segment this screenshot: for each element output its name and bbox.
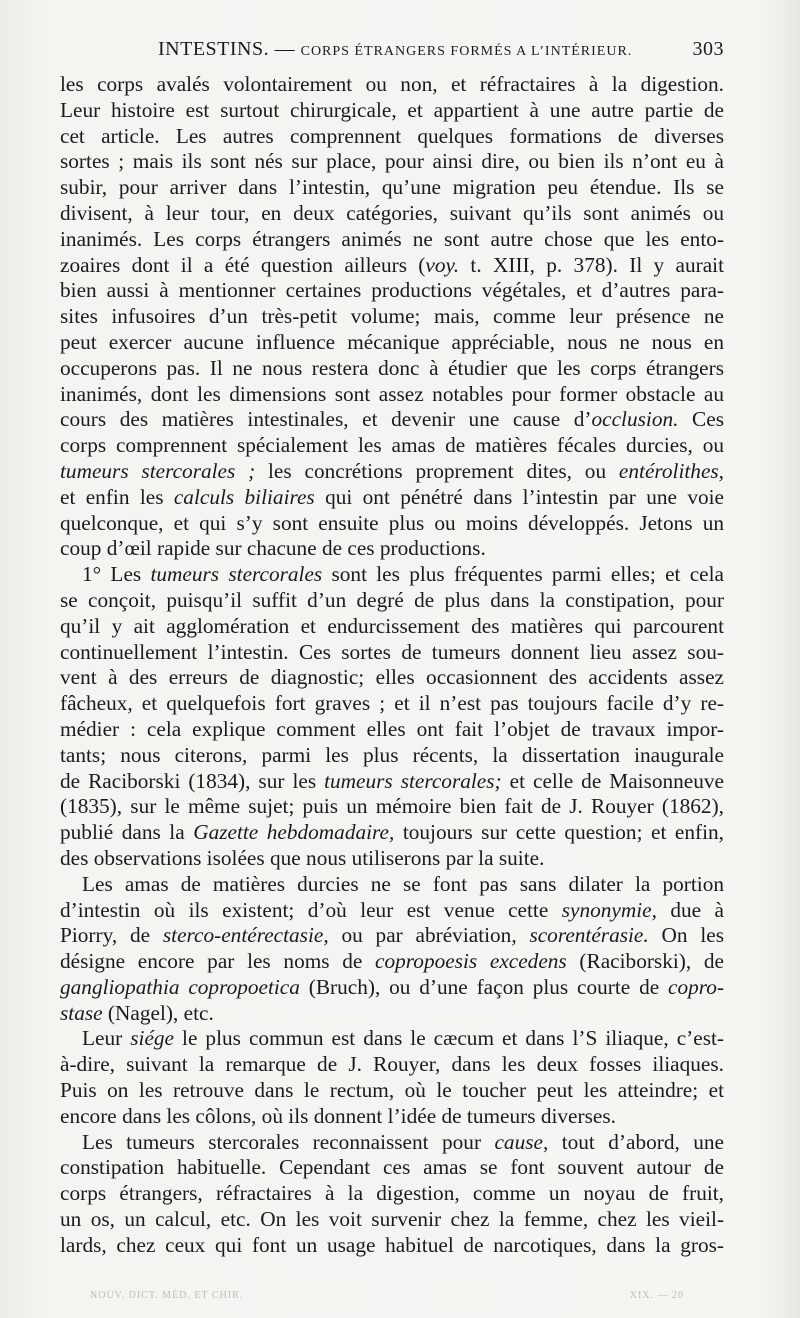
text-line [60,1001,724,1027]
italic-term: copropoesis excedens [375,949,567,974]
running-title [158,38,632,61]
text-segment: qu’il y ait agglomération et endurcissement des matières qui parcourent [60,613,724,638]
italic-term: occlusion. [591,407,679,432]
text-line [60,588,724,614]
text-line [60,72,724,98]
text-segment: coup d’œil rapide sur chacune de ces productions. [60,536,486,561]
text-line [60,640,724,666]
italic-term: copro- [668,974,724,999]
text-segment: et enfin les [60,484,174,509]
italic-term: tumeurs stercorales [150,562,323,587]
text-segment: fâcheux, et quelquefois fort graves ; et il n’est pas toujours facile d’y re- [60,691,724,716]
text-line [60,717,724,743]
text-line [60,949,724,975]
text-segment: les corps avalés volontairement ou non, et réfractaires à la digestion. [60,72,724,96]
italic-term: voy. [425,252,460,277]
text-line [60,124,724,150]
text-line [60,175,724,201]
text-segment: bien aussi à mentionner certaines productions végétales, et d’autres para- [60,278,724,303]
text-line [60,975,724,1001]
text-segment: toujours sur cette question; et enfin, [394,820,724,845]
page-number: 303 [692,38,724,60]
italic-term: tumeurs stercorales; [324,768,502,793]
text-segment: médier : cela explique comment elles ont fait l’objet de travaux impor- [60,716,724,741]
text-segment: (Bruch), ou d’une façon plus courte de [299,974,668,999]
italic-term: synonymie, [561,897,657,922]
text-line [60,1052,724,1078]
text-segment: d’intestin où ils existent; d’où leur est venue cette [60,897,562,922]
text-line [60,923,724,949]
footer-signature: NOUV. DICT. MÉD. ET CHIR. [90,1290,244,1301]
text-line [60,356,724,382]
text-line [60,562,724,588]
text-segment: inanimés. Les corps étrangers animés ne sont autre chose que les ento- [60,226,724,251]
text-line [60,149,724,175]
text-segment: (1835), sur le même sujet; puis un mémoire bien fait de J. Rouyer (1862), [60,794,724,819]
text-segment: Leur [82,1026,131,1051]
text-line [60,898,724,924]
text-segment: quelconque, et qui s’y sont ensuite plus ou moins développés. Jetons un [60,510,724,535]
text-segment: Puis on les retrouve dans le rectum, où le toucher peut les atteindre; et [60,1078,724,1103]
text-segment: sont les plus fréquentes parmi elles; et cela [322,562,724,587]
text-segment: divisent, à leur tour, en deux catégories, suivant qu’ils sont animés ou [60,200,724,225]
text-segment: peut exercer aucune influence mécanique appréciable, nous ne nous en [60,329,724,354]
running-header [60,38,724,66]
text-segment: de Raciborski (1834), sur les [60,768,325,793]
text-line [60,614,724,640]
text-segment: constipation habituelle. Cependant ces amas se font souvent autour de [60,1155,724,1180]
italic-term: scorentérasie. [529,923,649,948]
text-segment: ou par abréviation, [328,923,530,948]
running-title-main: INTESTINS. [158,38,270,60]
text-segment: tants; nous citerons, parmi les plus récents, la dissertation inaugurale [60,742,724,767]
text-line [60,846,724,872]
text-line [60,511,724,537]
text-segment: cours des matières intestinales, et devenir une cause d’ [60,407,592,432]
text-line [60,382,724,408]
text-line [60,330,724,356]
text-line [60,459,724,485]
text-segment: à-dire, suivant la remarque de J. Rouyer, dans les deux fosses iliaques. [60,1052,724,1077]
text-segment: (Nagel), etc. [102,1000,214,1025]
italic-term: stase [60,1000,103,1025]
text-line [60,1026,724,1052]
text-segment: 1° Les [82,562,151,587]
italic-term: tumeurs stercorales ; [60,458,256,483]
text-line [60,769,724,795]
text-line [60,1130,724,1156]
text-segment: encore dans les côlons, où ils donnent l’idée de tumeurs diverses. [60,1103,616,1128]
text-line [60,1078,724,1104]
text-segment: les concrétions proprement dites, ou [255,458,619,483]
text-line [60,1233,724,1259]
text-segment: inanimés, dont les dimensions sont assez notables pour former obstacle au [60,381,724,406]
text-segment: Leur histoire est surtout chirurgicale, et appartient à une autre partie de [60,97,724,122]
text-segment: des observations isolées que nous utiliserons par la suite. [60,845,545,870]
footer-sheet-number: XIX. — 20 [629,1290,684,1301]
body-text [60,72,724,1259]
text-line [60,794,724,820]
text-segment: corps étrangers, réfractaires à la digestion, comme un noyau de fruit, [60,1181,724,1206]
text-segment: t. XIII, p. 378). Il y aurait [459,252,724,277]
text-line [60,304,724,330]
text-segment: se conçoit, puisqu’il suffit d’un degré de plus dans la constipation, pour [60,587,724,612]
text-line [60,536,724,562]
italic-term: gangliopathia copropoetica [60,974,300,999]
text-segment: (Raciborski), de [566,949,724,974]
text-line [60,485,724,511]
text-line [60,1181,724,1207]
italic-term: cause, [494,1129,549,1154]
text-segment: On les [648,923,724,948]
text-segment: Les amas de matières durcies ne se font pas sans dilater la portion [82,871,724,896]
italic-term: entérolithes, [618,458,725,483]
text-segment: due à [656,897,724,922]
text-segment: sortes ; mais ils sont nés sur place, pour ainsi dire, ou bien ils n’ont eu à [60,149,724,174]
text-segment: subir, pour arriver dans l’intestin, qu’une migration peu étendue. Ils se [60,175,724,200]
running-title-rest: CORPS ÉTRANGERS FORMÉS A L’INTÉRIEUR. [300,44,633,59]
text-segment: corps comprennent spécialement les amas de matières fécales durcies, ou [60,433,724,458]
text-segment: qui ont pénétré dans l’intestin par une voie [314,484,724,509]
text-line [60,1104,724,1130]
text-segment: continuellement l’intestin. Ces sortes de tumeurs donnent lieu assez sou- [60,639,724,664]
text-line [60,1207,724,1233]
text-segment: un os, un calcul, etc. On les voit survenir chez la femme, chez les vieil- [60,1207,724,1232]
italic-term: calculs biliaires [173,484,315,509]
text-line [60,407,724,433]
text-line [60,665,724,691]
running-title-separator: — [269,38,301,60]
text-line [60,433,724,459]
text-segment: cet article. Les autres comprennent quelques formations de diverses [60,123,724,148]
text-line [60,201,724,227]
text-segment: zoaires dont il a été question ailleurs ( [60,252,426,277]
text-line [60,278,724,304]
text-segment: vent à des erreurs de diagnostic; elles occasionnent des accidents assez [60,665,724,690]
text-segment: et celle de Maisonneuve [501,768,725,793]
italic-term: sterco-entérectasie, [162,923,329,948]
text-line [60,253,724,279]
text-line [60,227,724,253]
text-segment: Les tumeurs stercorales reconnaissent pour [82,1129,495,1154]
text-segment: sites infusoires d’un très-petit volume; mais, comme leur présence ne [60,304,724,329]
text-segment: le plus commun est dans le cæcum et dans l’S iliaque, c’est- [174,1026,724,1051]
page-footer [60,1290,724,1306]
text-segment: tout d’abord, une [548,1129,724,1154]
text-line [60,820,724,846]
italic-term: siége [130,1026,174,1051]
text-line [60,1155,724,1181]
text-line [60,691,724,717]
text-segment: lards, chez ceux qui font un usage habituel de narcotiques, dans la gros- [60,1232,724,1257]
italic-term: Gazette hebdomadaire, [193,820,395,845]
text-segment: Piorry, de [60,923,163,948]
text-segment: publié dans la [60,820,194,845]
text-line [60,98,724,124]
text-segment: occuperons pas. Il ne nous restera donc à étudier que les corps étrangers [60,355,724,380]
text-segment: Ces [678,407,724,432]
text-line [60,872,724,898]
text-line [60,743,724,769]
text-segment: désigne encore par les noms de [60,949,376,974]
